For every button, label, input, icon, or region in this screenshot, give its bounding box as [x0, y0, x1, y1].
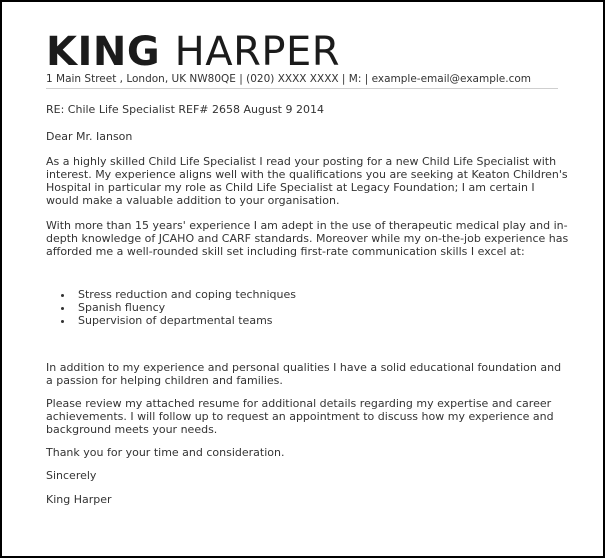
- sender-last-name: HARPER: [174, 29, 341, 75]
- contact-line: 1 Main Street , London, UK NW80QE | (020) XXXX XXXX | M: | example-email@example.com: [46, 73, 558, 89]
- paragraph-experience: With more than 15 years' experience I am adept in the use of therapeutic medical play and in-depth knowledge of JCAHO and CARF standards. Moreover while my on-the-job experience has afforded me a well-rounded skill set including first-rate communication skills I excel at:: [46, 219, 569, 258]
- letter-body: [46, 103, 570, 506]
- paragraph-intro: As a highly skilled Child Life Specialist I read your posting for a new Child Life Specialist with interest. My experience aligns well with the qualifications you are seeking at Keaton Children's Hospital in particular my role as Child Life Specialist at Legacy Foundation; I am certain I would make a valuable addition to your organisation.: [46, 155, 568, 207]
- sender-name: [46, 29, 570, 75]
- paragraph-education: In addition to my experience and personal qualities I have a solid educational foundation and a passion for helping children and families.: [46, 361, 562, 387]
- signature-name: King Harper: [46, 493, 112, 506]
- paragraph-follow-up: Please review my attached resume for additional details regarding my expertise and career achievements. I will follow up to request an appointment to discuss how my experience and background meets your needs.: [46, 397, 554, 436]
- list-item: • Spanish fluency: [74, 301, 570, 314]
- paragraph-thanks: Thank you for your time and consideration.: [46, 446, 285, 459]
- sender-first-name: KING: [46, 29, 161, 75]
- salutation: Dear Mr. Ianson: [46, 130, 133, 143]
- list-item: • Stress reduction and coping techniques: [74, 288, 570, 301]
- reference-line: RE: Chile Life Specialist REF# 2658 August 9 2014: [46, 103, 324, 116]
- closing: Sincerely: [46, 469, 97, 482]
- letter-content: [46, 29, 570, 506]
- skills-list: [46, 288, 570, 327]
- list-item: • Supervision of departmental teams: [74, 314, 570, 327]
